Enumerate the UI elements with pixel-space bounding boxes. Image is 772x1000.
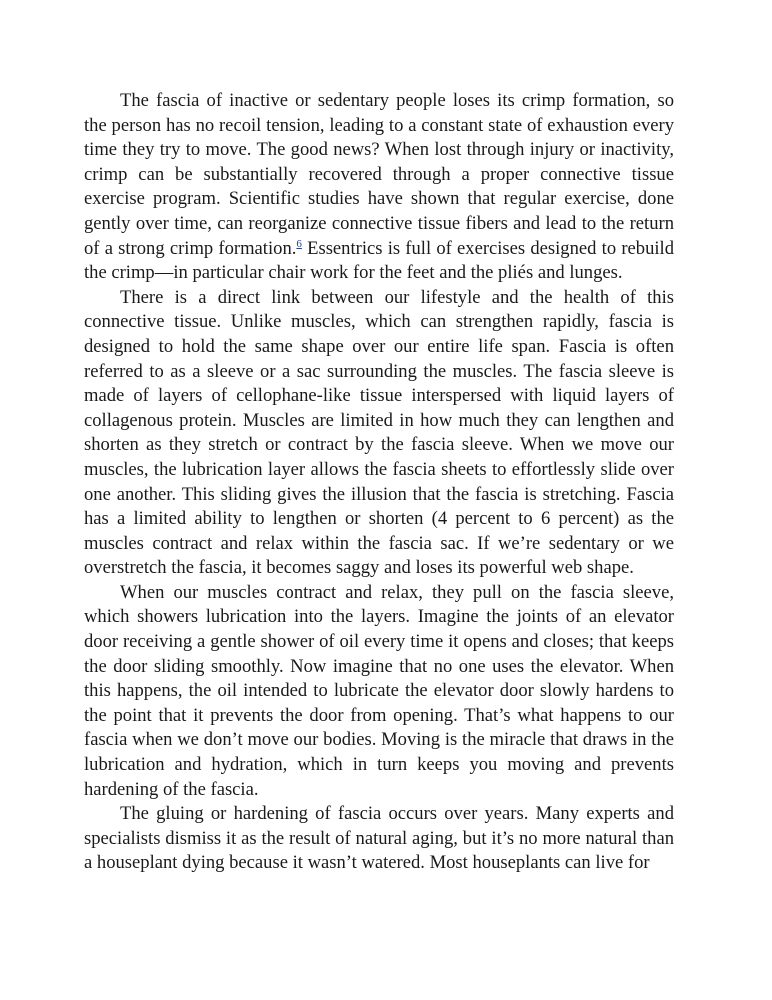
- footnote-link[interactable]: 6: [296, 237, 302, 250]
- paragraph-3: When our muscles contract and relax, they pull on the fascia sleeve, which showers lubrication into the layers. Imagine the joints of an elevator door receiving a gentle shower of oil every time it opens and closes; that keeps the door sliding smoothly. Now imagine that no one uses the elevator. When this happens, the oil intended to lubricate the elevator door slowly hardens to the point that it prevents the door from opening. That’s what happens to our fascia when we don’t move our bodies. Moving is the miracle that draws in the lubrication and hydration, which in turn keeps you moving and prevents hardening of the fascia.: [84, 581, 674, 800]
- paragraph-2: There is a direct link between our lifestyle and the health of this connective tissue. Unlike muscles, which can strengthen rapidly, fascia is designed to hold the same shape over our entire life span. Fascia is often referred to as a sleeve or a sac surrounding the muscles. The fascia sleeve is made of layers of cellophane-like tissue interspersed with liquid layers of collagenous protein. Muscles are limited in how much they can lengthen and shorten as they stretch or contract by the fascia sleeve. When we move our muscles, the lubrication layer allows the fascia sheets to effortlessly slide over one another. This sliding gives the illusion that the fascia is stretching. Fascia has a limited ability to lengthen or shorten (4 percent to 6 percent) as the muscles contract and relax within the fascia sac. If we’re sedentary or we overstretch the fascia, it becomes saggy and loses its powerful web shape.: [84, 286, 674, 579]
- paragraph-1-text-after: Essentrics is full of exercises designed to rebuild the crimp—in particular chair work for the feet and the pliés and lunges.: [84, 237, 674, 284]
- document-page: [84, 89, 674, 876]
- paragraph-1: [84, 89, 674, 286]
- paragraph-1-text-before: The fascia of inactive or sedentary people loses its crimp formation, so the person has no recoil tension, leading to a constant state of exhaustion every time they try to move. The good news? When lost through injury or inactivity, crimp can be substantially recovered through a proper connective tissue exercise program. Scientific studies have shown that regular exercise, done gently over time, can reorganize connective tissue fibers and lead to the return of a strong crimp formation.: [84, 90, 674, 259]
- paragraph-4: The gluing or hardening of fascia occurs over years. Many experts and specialists dismiss it as the result of natural aging, but it’s no more natural than a houseplant dying because it wasn’t watered. Most houseplants can live for: [84, 803, 674, 874]
